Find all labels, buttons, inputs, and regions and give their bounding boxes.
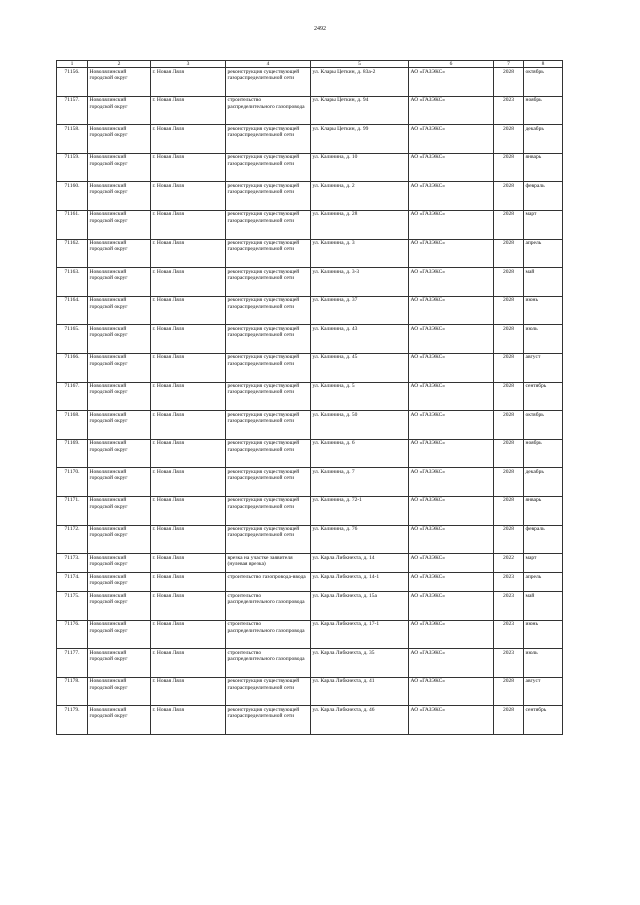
address-cell: ул. Карла Либкнехта, д. 41 [311, 677, 409, 706]
table-row [57, 620, 563, 649]
settlement-cell: г. Новая Ляля [151, 125, 226, 154]
executor-cell: АО «ГАЗЭКС» [409, 353, 494, 382]
address-cell: ул. Калинина, д. 50 [311, 411, 409, 440]
district-cell: Новолялинский городской округ [88, 125, 151, 154]
district-cell: Новолялинский городской округ [88, 353, 151, 382]
year-cell: 2028 [494, 182, 524, 211]
month-cell: октябрь [524, 68, 563, 97]
year-cell: 2028 [494, 210, 524, 239]
settlement-cell: г. Новая Ляля [151, 296, 226, 325]
work-type-cell: строительство распределительного газопровода [226, 592, 311, 621]
address-cell: ул. Калинина, д. 2 [311, 182, 409, 211]
settlement-cell: г. Новая Ляля [151, 210, 226, 239]
address-cell: ул. Карла Либкнехта, д. 14-1 [311, 573, 409, 592]
year-cell: 2028 [494, 677, 524, 706]
month-cell: март [524, 210, 563, 239]
month-cell: февраль [524, 525, 563, 554]
table-row [57, 68, 563, 97]
work-type-cell: реконструкция существующей газораспределительной сети [226, 239, 311, 268]
row-number: 71179. [57, 706, 88, 735]
year-cell: 2028 [494, 68, 524, 97]
address-cell: ул. Калинина, д. 6 [311, 439, 409, 468]
address-cell: ул. Калинина, д. 7 [311, 468, 409, 497]
address-cell: ул. Карла Либкнехта, д. 17-1 [311, 620, 409, 649]
year-cell: 2028 [494, 525, 524, 554]
table-row [57, 268, 563, 297]
settlement-cell: г. Новая Ляля [151, 382, 226, 411]
address-cell: ул. Калинина, д. 10 [311, 153, 409, 182]
district-cell: Новолялинский городской округ [88, 210, 151, 239]
work-type-cell: реконструкция существующей газораспределительной сети [226, 468, 311, 497]
district-cell: Новолялинский городской округ [88, 96, 151, 125]
executor-cell: АО «ГАЗЭКС» [409, 182, 494, 211]
month-cell: январь [524, 153, 563, 182]
settlement-cell: г. Новая Ляля [151, 677, 226, 706]
executor-cell: АО «ГАЗЭКС» [409, 677, 494, 706]
year-cell: 2023 [494, 649, 524, 678]
column-number: 6 [409, 61, 494, 68]
column-number-row [57, 61, 563, 68]
month-cell: июль [524, 325, 563, 354]
year-cell: 2028 [494, 411, 524, 440]
table-row [57, 382, 563, 411]
month-cell: апрель [524, 239, 563, 268]
executor-cell: АО «ГАЗЭКС» [409, 620, 494, 649]
year-cell: 2028 [494, 125, 524, 154]
settlement-cell: г. Новая Ляля [151, 525, 226, 554]
address-cell: ул. Калинина, д. 3 [311, 239, 409, 268]
work-type-cell: строительство газопровода-ввода [226, 573, 311, 592]
district-cell: Новолялинский городской округ [88, 268, 151, 297]
table-row [57, 439, 563, 468]
district-cell: Новолялинский городской округ [88, 496, 151, 525]
year-cell: 2028 [494, 153, 524, 182]
address-cell: ул. Калинина, д. 76 [311, 525, 409, 554]
district-cell: Новолялинский городской округ [88, 706, 151, 735]
month-cell: июль [524, 649, 563, 678]
year-cell: 2028 [494, 239, 524, 268]
row-number: 71175. [57, 592, 88, 621]
executor-cell: АО «ГАЗЭКС» [409, 125, 494, 154]
year-cell: 2023 [494, 592, 524, 621]
address-cell: ул. Калинина, д. 43 [311, 325, 409, 354]
work-type-cell: реконструкция существующей газораспределительной сети [226, 411, 311, 440]
settlement-cell: г. Новая Ляля [151, 96, 226, 125]
district-cell: Новолялинский городской округ [88, 239, 151, 268]
month-cell: октябрь [524, 411, 563, 440]
work-type-cell: реконструкция существующей газораспределительной сети [226, 182, 311, 211]
column-number: 3 [151, 61, 226, 68]
settlement-cell: г. Новая Ляля [151, 153, 226, 182]
month-cell: декабрь [524, 468, 563, 497]
work-type-cell: реконструкция существующей газораспределительной сети [226, 706, 311, 735]
year-cell: 2028 [494, 296, 524, 325]
settlement-cell: г. Новая Ляля [151, 68, 226, 97]
address-cell: ул. Клары Цеткин, д. 94 [311, 96, 409, 125]
work-type-cell: реконструкция существующей газораспределительной сети [226, 125, 311, 154]
work-type-cell: реконструкция существующей газораспределительной сети [226, 353, 311, 382]
year-cell: 2028 [494, 353, 524, 382]
year-cell: 2028 [494, 268, 524, 297]
executor-cell: АО «ГАЗЭКС» [409, 268, 494, 297]
work-type-cell: строительство распределительного газопровода [226, 620, 311, 649]
year-cell: 2028 [494, 706, 524, 735]
year-cell: 2023 [494, 573, 524, 592]
settlement-cell: г. Новая Ляля [151, 411, 226, 440]
district-cell: Новолялинский городской округ [88, 649, 151, 678]
table-row [57, 573, 563, 592]
district-cell: Новолялинский городской округ [88, 153, 151, 182]
executor-cell: АО «ГАЗЭКС» [409, 649, 494, 678]
address-cell: ул. Карла Либкнехта, д. 35 [311, 649, 409, 678]
month-cell: май [524, 592, 563, 621]
district-cell: Новолялинский городской округ [88, 468, 151, 497]
month-cell: апрель [524, 573, 563, 592]
register-body [57, 68, 563, 735]
row-number: 71171. [57, 496, 88, 525]
table-row [57, 525, 563, 554]
address-cell: ул. Клары Цеткин, д. 83а-2 [311, 68, 409, 97]
executor-cell: АО «ГАЗЭКС» [409, 411, 494, 440]
address-cell: ул. Карла Либкнехта, д. 46 [311, 706, 409, 735]
settlement-cell: г. Новая Ляля [151, 325, 226, 354]
address-cell: ул. Клары Цеткин, д. 99 [311, 125, 409, 154]
table-row [57, 182, 563, 211]
table-row [57, 468, 563, 497]
district-cell: Новолялинский городской округ [88, 525, 151, 554]
row-number: 71173. [57, 554, 88, 573]
executor-cell: АО «ГАЗЭКС» [409, 592, 494, 621]
district-cell: Новолялинский городской округ [88, 620, 151, 649]
executor-cell: АО «ГАЗЭКС» [409, 468, 494, 497]
district-cell: Новолялинский городской округ [88, 573, 151, 592]
row-number: 71162. [57, 239, 88, 268]
settlement-cell: г. Новая Ляля [151, 554, 226, 573]
row-number: 71160. [57, 182, 88, 211]
row-number: 71156. [57, 68, 88, 97]
column-number: 4 [226, 61, 311, 68]
district-cell: Новолялинский городской округ [88, 296, 151, 325]
settlement-cell: г. Новая Ляля [151, 706, 226, 735]
year-cell: 2023 [494, 620, 524, 649]
settlement-cell: г. Новая Ляля [151, 353, 226, 382]
executor-cell: АО «ГАЗЭКС» [409, 554, 494, 573]
executor-cell: АО «ГАЗЭКС» [409, 325, 494, 354]
gasification-register-table [56, 60, 563, 735]
row-number: 71159. [57, 153, 88, 182]
district-cell: Новолялинский городской округ [88, 411, 151, 440]
settlement-cell: г. Новая Ляля [151, 182, 226, 211]
month-cell: сентябрь [524, 706, 563, 735]
table-row [57, 96, 563, 125]
row-number: 71168. [57, 411, 88, 440]
month-cell: февраль [524, 182, 563, 211]
address-cell: ул. Калинина, д. 3-3 [311, 268, 409, 297]
row-number: 71177. [57, 649, 88, 678]
table-row [57, 353, 563, 382]
year-cell: 2022 [494, 554, 524, 573]
address-cell: ул. Карла Либкнехта, д. 15а [311, 592, 409, 621]
month-cell: июнь [524, 296, 563, 325]
district-cell: Новолялинский городской округ [88, 592, 151, 621]
executor-cell: АО «ГАЗЭКС» [409, 153, 494, 182]
address-cell: ул. Калинина, д. 37 [311, 296, 409, 325]
column-number: 8 [524, 61, 563, 68]
row-number: 71157. [57, 96, 88, 125]
table-row [57, 325, 563, 354]
address-cell: ул. Калинина, д. 72-1 [311, 496, 409, 525]
year-cell: 2028 [494, 325, 524, 354]
row-number: 71166. [57, 353, 88, 382]
table-row [57, 296, 563, 325]
table-row [57, 496, 563, 525]
work-type-cell: реконструкция существующей газораспределительной сети [226, 210, 311, 239]
row-number: 71170. [57, 468, 88, 497]
address-cell: ул. Карла Либкнехта, д. 14 [311, 554, 409, 573]
address-cell: ул. Калинина, д. 5 [311, 382, 409, 411]
district-cell: Новолялинский городской округ [88, 382, 151, 411]
work-type-cell: строительство распределительного газопровода [226, 649, 311, 678]
table-row [57, 153, 563, 182]
table-row [57, 239, 563, 268]
district-cell: Новолялинский городской округ [88, 325, 151, 354]
settlement-cell: г. Новая Ляля [151, 439, 226, 468]
column-number: 5 [311, 61, 409, 68]
work-type-cell: реконструкция существующей газораспределительной сети [226, 677, 311, 706]
work-type-cell: строительство распределительного газопровода [226, 96, 311, 125]
executor-cell: АО «ГАЗЭКС» [409, 68, 494, 97]
settlement-cell: г. Новая Ляля [151, 620, 226, 649]
month-cell: август [524, 677, 563, 706]
month-cell: март [524, 554, 563, 573]
table-row [57, 677, 563, 706]
table-row [57, 554, 563, 573]
district-cell: Новолялинский городской округ [88, 677, 151, 706]
work-type-cell: реконструкция существующей газораспределительной сети [226, 439, 311, 468]
work-type-cell: реконструкция существующей газораспределительной сети [226, 382, 311, 411]
row-number: 71164. [57, 296, 88, 325]
executor-cell: АО «ГАЗЭКС» [409, 525, 494, 554]
executor-cell: АО «ГАЗЭКС» [409, 239, 494, 268]
table-row [57, 706, 563, 735]
address-cell: ул. Калинина, д. 28 [311, 210, 409, 239]
month-cell: январь [524, 496, 563, 525]
row-number: 71174. [57, 573, 88, 592]
executor-cell: АО «ГАЗЭКС» [409, 382, 494, 411]
month-cell: май [524, 268, 563, 297]
page-number: 2492 [314, 26, 326, 32]
district-cell: Новолялинский городской округ [88, 182, 151, 211]
year-cell: 2023 [494, 96, 524, 125]
work-type-cell: реконструкция существующей газораспределительной сети [226, 496, 311, 525]
column-number: 7 [494, 61, 524, 68]
work-type-cell: реконструкция существующей газораспределительной сети [226, 296, 311, 325]
month-cell: июнь [524, 620, 563, 649]
executor-cell: АО «ГАЗЭКС» [409, 573, 494, 592]
table-row [57, 649, 563, 678]
row-number: 71165. [57, 325, 88, 354]
settlement-cell: г. Новая Ляля [151, 649, 226, 678]
month-cell: ноябрь [524, 439, 563, 468]
row-number: 71158. [57, 125, 88, 154]
settlement-cell: г. Новая Ляля [151, 468, 226, 497]
year-cell: 2028 [494, 439, 524, 468]
column-number: 1 [57, 61, 88, 68]
table-row [57, 210, 563, 239]
month-cell: сентябрь [524, 382, 563, 411]
table-row [57, 411, 563, 440]
row-number: 71161. [57, 210, 88, 239]
month-cell: август [524, 353, 563, 382]
month-cell: ноябрь [524, 96, 563, 125]
executor-cell: АО «ГАЗЭКС» [409, 496, 494, 525]
address-cell: ул. Калинина, д. 45 [311, 353, 409, 382]
settlement-cell: г. Новая Ляля [151, 592, 226, 621]
settlement-cell: г. Новая Ляля [151, 239, 226, 268]
executor-cell: АО «ГАЗЭКС» [409, 210, 494, 239]
row-number: 71176. [57, 620, 88, 649]
table-row [57, 125, 563, 154]
executor-cell: АО «ГАЗЭКС» [409, 439, 494, 468]
work-type-cell: реконструкция существующей газораспределительной сети [226, 325, 311, 354]
column-number: 2 [88, 61, 151, 68]
executor-cell: АО «ГАЗЭКС» [409, 296, 494, 325]
row-number: 71178. [57, 677, 88, 706]
settlement-cell: г. Новая Ляля [151, 268, 226, 297]
year-cell: 2028 [494, 382, 524, 411]
settlement-cell: г. Новая Ляля [151, 496, 226, 525]
executor-cell: АО «ГАЗЭКС» [409, 706, 494, 735]
row-number: 71167. [57, 382, 88, 411]
month-cell: декабрь [524, 125, 563, 154]
district-cell: Новолялинский городской округ [88, 439, 151, 468]
row-number: 71172. [57, 525, 88, 554]
work-type-cell: реконструкция существующей газораспределительной сети [226, 268, 311, 297]
row-number: 71169. [57, 439, 88, 468]
settlement-cell: г. Новая Ляля [151, 573, 226, 592]
district-cell: Новолялинский городской округ [88, 68, 151, 97]
executor-cell: АО «ГАЗЭКС» [409, 96, 494, 125]
work-type-cell: реконструкция существующей газораспределительной сети [226, 525, 311, 554]
year-cell: 2028 [494, 468, 524, 497]
year-cell: 2028 [494, 496, 524, 525]
work-type-cell: реконструкция существующей газораспределительной сети [226, 68, 311, 97]
table-row [57, 592, 563, 621]
work-type-cell: врезка на участке заявителя (нулевая врезка) [226, 554, 311, 573]
row-number: 71163. [57, 268, 88, 297]
work-type-cell: реконструкция существующей газораспределительной сети [226, 153, 311, 182]
district-cell: Новолялинский городской округ [88, 554, 151, 573]
